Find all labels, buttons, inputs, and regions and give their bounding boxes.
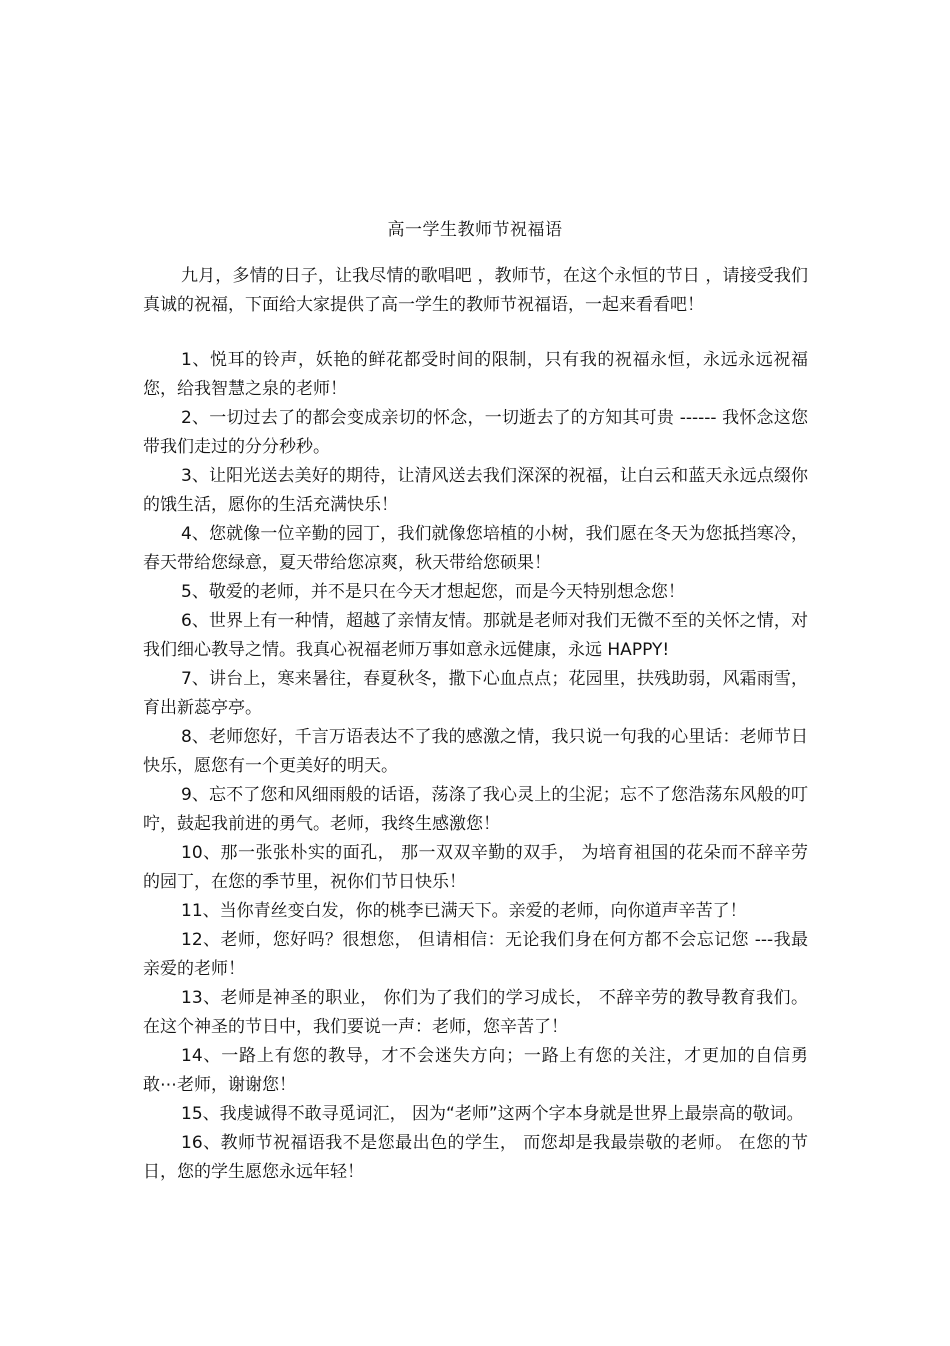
list-item: 15、我虔诚得不敢寻觅词汇， 因为“老师”这两个字本身就是世界上最崇高的敬词。 xyxy=(181,1104,804,1124)
list-item: 2、一切过去了的都会变成亲切的怀念，一切逝去了的方知其可贵 ------ 我怀念这您带我们走过的分分秒秒。 xyxy=(143,408,808,457)
blessing-list xyxy=(143,346,808,1187)
document-title: 高一学生教师节祝福语 xyxy=(387,220,563,240)
list-item: 6、世界上有一种情，超越了亲情友情。那就是老师对我们无微不至的关怀之情，对我们细心教导之情。我真心祝福老师万事如意永远健康，永远 HAPPY! xyxy=(143,611,808,660)
list-item: 16、教师节祝福语我不是您最出色的学生， 而您却是我最崇敬的老师。 在您的节日，您的学生愿您永远年轻！ xyxy=(143,1133,808,1182)
list-item: 12、老师，您好吗？很想您， 但请相信：无论我们身在何方都不会忘记您 ---我最亲爱的老师！ xyxy=(143,930,808,979)
list-item: 5、敬爱的老师，并不是只在今天才想起您，而是今天特别想念您！ xyxy=(181,582,685,602)
list-item: 10、那一张张朴实的面孔， 那一双双辛勤的双手， 为培育祖国的花朵而不辞辛劳的园丁，在您的季节里，祝你们节日快乐！ xyxy=(143,843,808,892)
list-item: 1、悦耳的铃声，妖艳的鲜花都受时间的限制，只有我的祝福永恒，永远永远祝福您，给我智慧之泉的老师！ xyxy=(143,350,808,399)
list-item: 9、忘不了您和风细雨般的话语，荡涤了我心灵上的尘泥；忘不了您浩荡东风般的叮咛，鼓起我前进的勇气。老师，我终生感激您！ xyxy=(143,785,808,834)
list-item: 11、当你青丝变白发，你的桃李已满天下。亲爱的老师，向你道声辛苦了！ xyxy=(181,901,747,921)
list-item: 7、讲台上，寒来暑往，春夏秋冬，撒下心血点点；花园里，扶残助弱，风霜雨雪，育出新蕊亭亭。 xyxy=(143,669,808,718)
list-item: 13、老师是神圣的职业， 你们为了我们的学习成长， 不辞辛劳的教导教育我们。在这个神圣的节日中，我们要说一声：老师，您辛苦了！ xyxy=(143,988,808,1037)
list-item: 3、让阳光送去美好的期待，让清风送去我们深深的祝福，让白云和蓝天永远点缀你的饿生活，愿你的生活充满快乐！ xyxy=(143,466,808,515)
list-item: 14、一路上有您的教导，才不会迷失方向；一路上有您的关注，才更加的自信勇敢⋯老师，谢谢您！ xyxy=(143,1046,808,1095)
list-item: 8、老师您好，千言万语表达不了我的感激之情，我只说一句我的心里话：老师节日快乐，愿您有一个更美好的明天。 xyxy=(143,727,808,776)
list-item: 4、您就像一位辛勤的园丁，我们就像您培植的小树，我们愿在冬天为您抵挡寒冷，春天带给您绿意，夏天带给您凉爽，秋天带给您硕果！ xyxy=(143,524,808,573)
intro-paragraph: 九月，多情的日子，让我尽情的歌唱吧 ，教师节，在这个永恒的节日 ，请接受我们真诚的祝福，下面给大家提供了高一学生的教师节祝福语，一起来看看吧！ xyxy=(143,266,808,315)
